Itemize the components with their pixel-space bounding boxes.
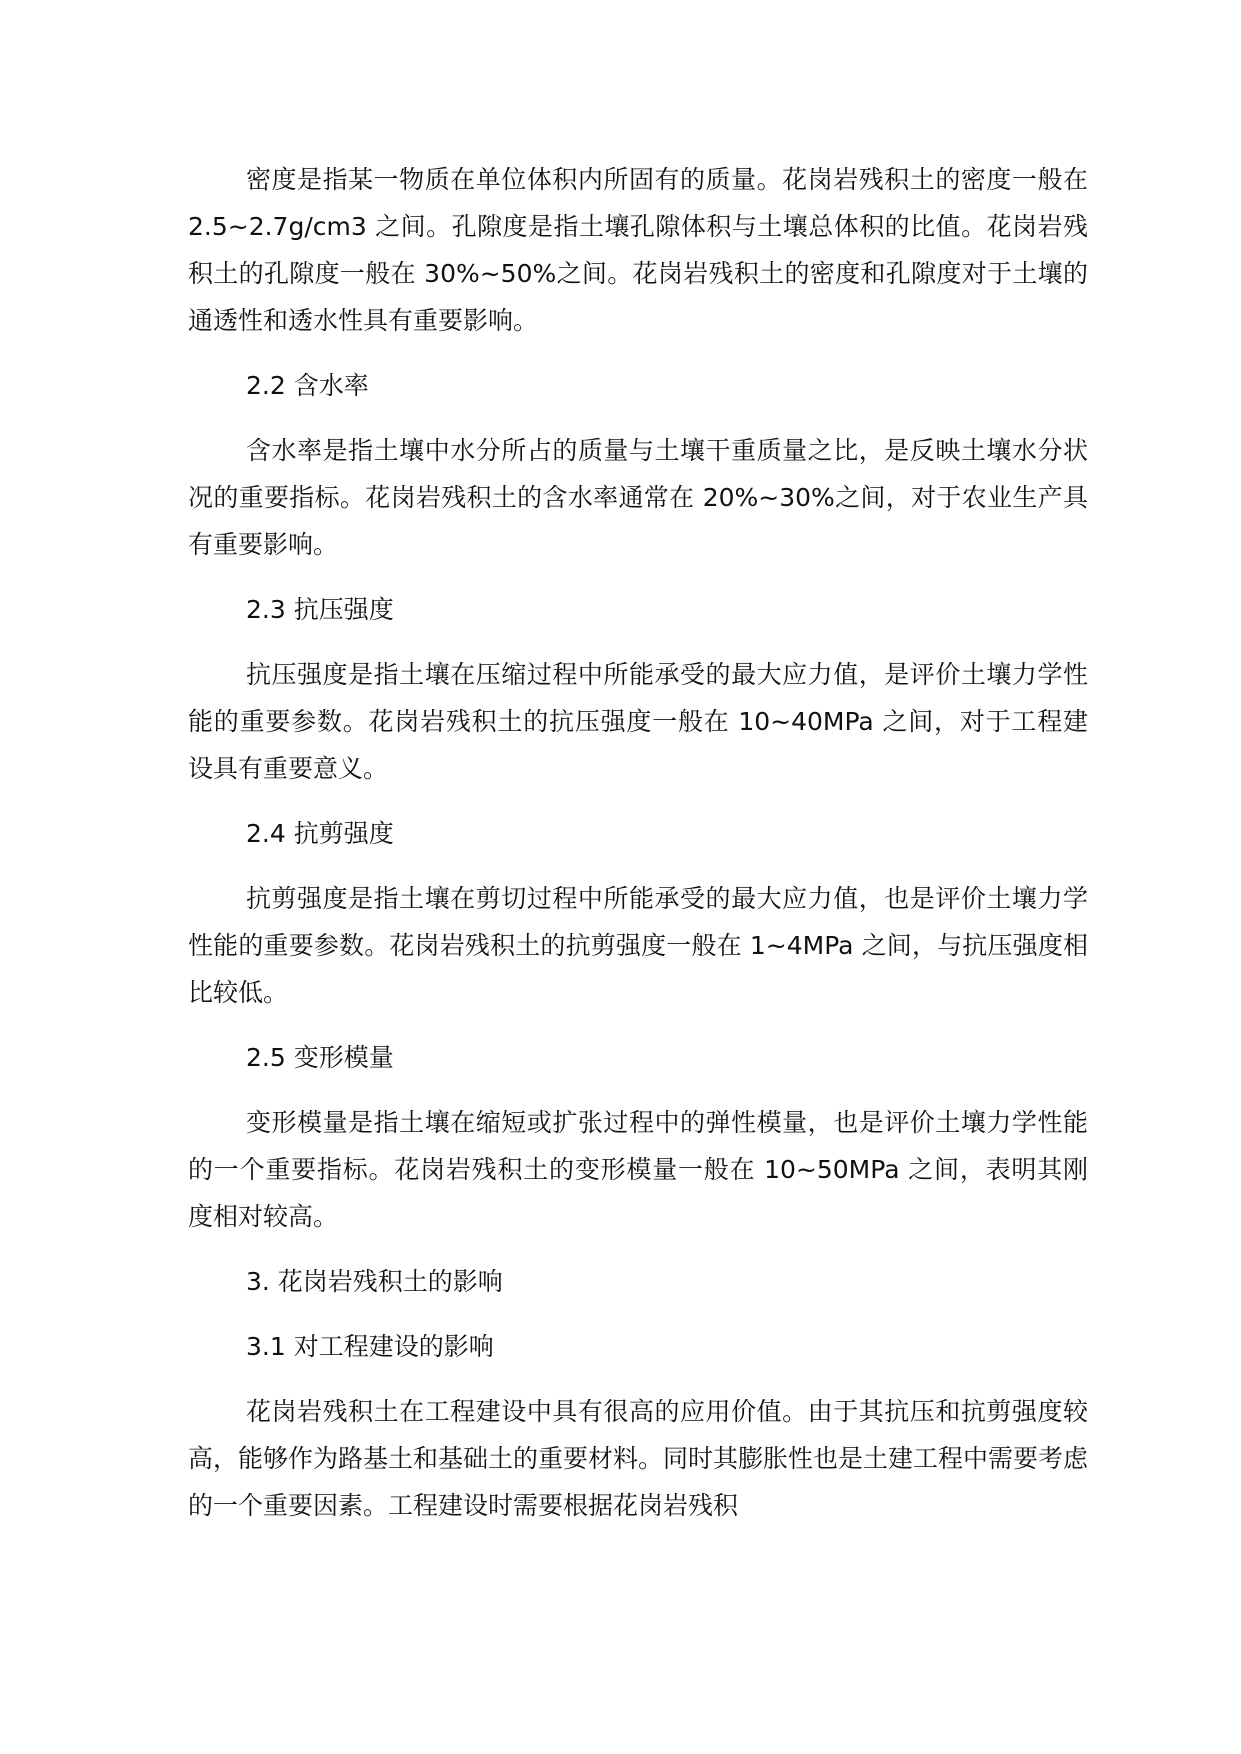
heading-section-3: 3. 花岗岩残积土的影响 xyxy=(246,1267,503,1296)
paragraph-density-porosity: 密度是指某一物质在单位体积内所固有的质量。花岗岩残积土的密度一般在 2.5~2.7g/cm3 之间。孔隙度是指土壤孔隙体积与土壤总体积的比值。花岗岩残积土的孔隙度一般在 30%~50%之间。花岗岩残积土的密度和孔隙度对于土壤的通透性和透水性具有重要影响。 xyxy=(188,165,1088,335)
heading-compressive-strength: 2.3 抗压强度 xyxy=(246,595,394,624)
heading-deformation-modulus: 2.5 变形模量 xyxy=(246,1043,394,1072)
paragraph-moisture-content: 含水率是指土壤中水分所占的质量与土壤干重质量之比，是反映土壤水分状况的重要指标。花岗岩残积土的含水率通常在 20%~30%之间，对于农业生产具有重要影响。 xyxy=(188,436,1088,559)
paragraph-compressive-strength: 抗压强度是指土壤在压缩过程中所能承受的最大应力值，是评价土壤力学性能的重要参数。花岗岩残积土的抗压强度一般在 10~40MPa 之间，对于工程建设具有重要意义。 xyxy=(188,660,1088,783)
heading-moisture-content: 2.2 含水率 xyxy=(246,371,369,400)
paragraph-engineering-impact: 花岗岩残积土在工程建设中具有很高的应用价值。由于其抗压和抗剪强度较高，能够作为路基土和基础土的重要材料。同时其膨胀性也是土建工程中需要考虑的一个重要因素。工程建设时需要根据花岗岩残积 xyxy=(188,1397,1089,1520)
paragraph-shear-strength: 抗剪强度是指土壤在剪切过程中所能承受的最大应力值，也是评价土壤力学性能的重要参数。花岗岩残积土的抗剪强度一般在 1~4MPa 之间，与抗压强度相比较低。 xyxy=(188,884,1088,1007)
paragraph-deformation-modulus: 变形模量是指土壤在缩短或扩张过程中的弹性模量，也是评价土壤力学性能的一个重要指标。花岗岩残积土的变形模量一般在 10~50MPa 之间，表明其刚度相对较高。 xyxy=(188,1108,1088,1231)
heading-engineering-impact: 3.1 对工程建设的影响 xyxy=(246,1332,494,1361)
heading-shear-strength: 2.4 抗剪强度 xyxy=(246,819,394,848)
document-page xyxy=(188,156,1088,1529)
